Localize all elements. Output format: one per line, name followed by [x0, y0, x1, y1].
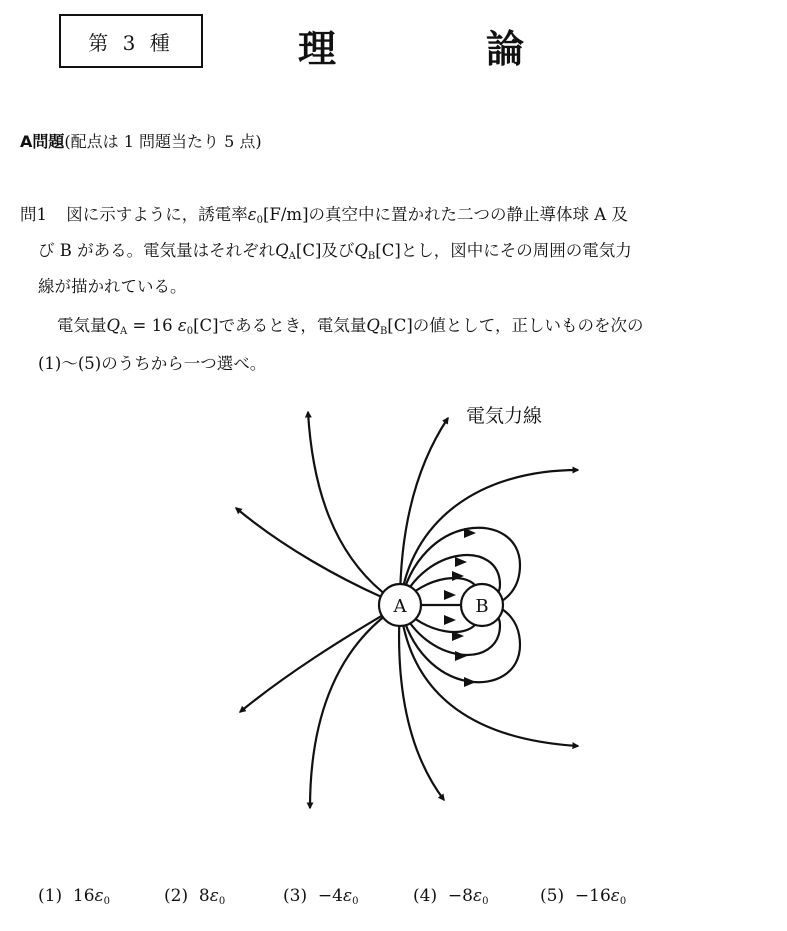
question-number: 問1	[20, 205, 47, 224]
field-line-up	[308, 412, 400, 605]
field-line-down	[310, 605, 400, 808]
choice-5[interactable]: $(5) -16\varepsilon_0$	[540, 886, 627, 907]
title-char-1: 理	[298, 27, 337, 71]
arrow-ab-2	[455, 557, 467, 567]
sphere-b-label: B	[475, 596, 489, 617]
title-char-2: 論	[486, 27, 525, 71]
sphere-a-label: A	[393, 596, 407, 617]
field-line-label: 電気力線	[466, 405, 543, 427]
field-line-upper-left	[236, 508, 400, 605]
category-label: 第 3 種	[88, 30, 174, 55]
arrow-ab-4	[444, 590, 456, 600]
arrow-ab-1	[464, 528, 476, 538]
field-line-lower-left	[240, 605, 400, 712]
choice-1[interactable]: (1) $16\varepsilon_0$	[38, 886, 111, 907]
field-line-up-right	[400, 418, 448, 605]
question-line-3: 線が描かれている。	[38, 277, 187, 296]
question-line-2: び B がある。電気量はそれぞれ$Q_A[C]$及び$Q_B[C]$とし，図中にその周囲の電気力	[38, 241, 632, 262]
choice-4[interactable]: $(4) -8\varepsilon_0$	[413, 886, 489, 907]
choice-2[interactable]: (2) $8\varepsilon_0$	[164, 886, 226, 907]
arrow-ab-8	[464, 677, 476, 687]
choice-3[interactable]: $(3) -4\varepsilon_0$	[283, 886, 359, 907]
question-line-4: 電気量$Q_A = 16$ $\varepsilon_0[C]$であるとき，電気量$Q_B[C]$の値として，正しいものを次の	[57, 316, 644, 337]
arrow-ab-5	[444, 615, 456, 625]
section-label: A問題	[20, 132, 65, 151]
section-note: (配点は 1 問題当たり 5 点)	[64, 132, 262, 151]
arrow-ab-7	[455, 651, 467, 661]
question-line-1: 問1 図に示すように，誘電率$\varepsilon_0[F/m]$の真空中に置かれた二つの静止導体球 A 及	[20, 205, 628, 226]
question-line-5: (1)～(5)のうちから一つ選べ。	[38, 354, 267, 373]
answer-choices	[0, 886, 787, 916]
